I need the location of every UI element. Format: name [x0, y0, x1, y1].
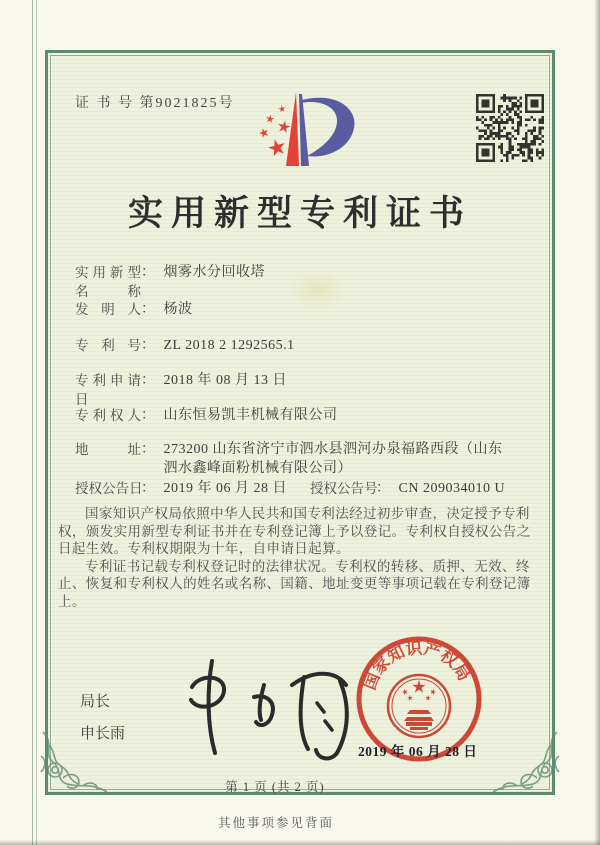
cnipa-patent-logo-icon: [242, 70, 392, 188]
booklet-spine-line: [32, 0, 37, 845]
field-colon: ：: [141, 265, 155, 280]
field-label: 专利申请日: [75, 373, 141, 407]
field-value: 山东恒易凯丰机械有限公司: [163, 408, 338, 423]
seal-date: 2019 年 06 月 28 日: [358, 744, 478, 759]
certificate-number: [75, 92, 235, 112]
back-side-note: 其他事项参见背面: [217, 816, 334, 830]
field-row-grant: [75, 479, 506, 498]
page-number: 第 1 页 (共 2 页): [225, 780, 325, 794]
field-value: ZL 2018 2 1292565.1: [163, 338, 295, 353]
national-emblem-icon: [388, 675, 450, 737]
field-row-filing-date: [75, 371, 287, 409]
field-row-patent-number: [75, 336, 295, 355]
field-label: 发明人: [75, 302, 141, 317]
director-name: 申长雨: [80, 726, 126, 742]
scan-edge-bottom: [0, 840, 600, 845]
field-colon: ：: [141, 338, 155, 353]
field-colon: ：: [141, 373, 155, 388]
qr-code: [476, 94, 544, 162]
legal-paragraph: 国家知识产权局依照中华人民共和国专利法经过初步审查，决定授予专利权，颁发实用新型专利证书并在专利登记簿上予以登记。专利权自授权公告之日起生效。专利权期限为十年，自申请日起算。: [58, 506, 531, 556]
field-row-address: [75, 440, 504, 478]
field-row-name: [75, 263, 265, 301]
field-colon: ：: [141, 442, 155, 457]
field-label: 专利号: [75, 338, 141, 353]
field-value: 2018 年 08 月 13 日: [163, 373, 287, 388]
svg-text:国家知识产权局: [360, 638, 475, 692]
field-row-inventor: [75, 300, 193, 319]
certificate-number-label: 证 书 号: [75, 96, 134, 111]
certificate-number-value: 第9021825号: [139, 96, 235, 111]
field-colon: ：: [141, 302, 155, 317]
grant-number-pair: [310, 479, 505, 498]
grant-number-value: CN 209034010 U: [398, 481, 506, 496]
field-value: 杨波: [163, 302, 193, 317]
field-colon: ：: [141, 481, 155, 496]
paper-smudge: [278, 262, 358, 318]
seal-text: 国家知识产权局: [359, 638, 476, 693]
field-value: 烟雾水分回收塔: [163, 265, 265, 280]
field-label: 专利权人: [75, 408, 141, 423]
field-label: 地址: [75, 442, 141, 457]
field-colon: ：: [141, 408, 155, 423]
director-signature-image: [168, 645, 353, 765]
grant-date-value: 2019 年 06 月 28 日: [163, 481, 287, 496]
director-title: 局长: [80, 694, 111, 710]
certificate-title: 实用新型专利证书: [127, 194, 472, 233]
field-label: 授权公告号: [310, 481, 378, 496]
field-label: 实用新型名称: [75, 265, 141, 299]
field-label: 授权公告日: [75, 481, 143, 496]
field-value: 273200 山东省济宁市泗水县泗河办泉福路西段（山东泗水鑫峰面粉机械有限公司）: [163, 442, 503, 476]
field-row-patentee: [75, 406, 338, 425]
field-colon: ：: [376, 481, 390, 496]
scan-edge-right: [594, 0, 600, 845]
legal-paragraphs: [58, 505, 544, 610]
legal-paragraph: 专利证书记载专利权登记时的法律状况。专利权的转移、质押、无效、终止、恢复和专利权人的姓名或名称、国籍、地址变更等事项记载在专利登记簿上。: [58, 558, 531, 609]
